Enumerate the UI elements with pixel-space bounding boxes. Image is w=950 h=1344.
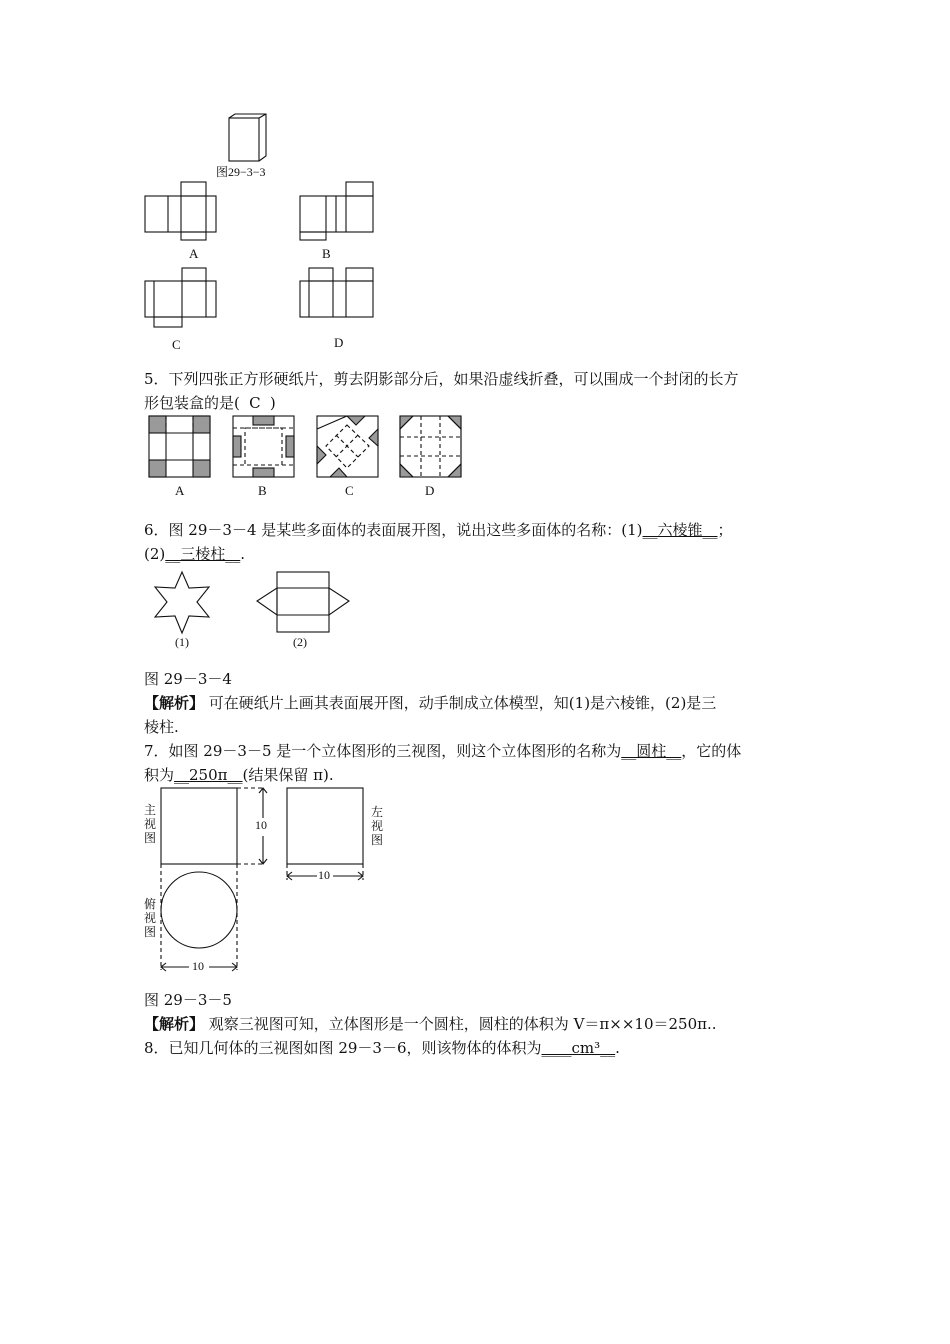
q5-label-b: B (258, 483, 267, 498)
option-label-c: C (172, 337, 181, 352)
option-label-a: A (189, 246, 199, 261)
net-option-b (299, 181, 379, 241)
figure-caption-29-3-3: 图29−3−3 (216, 165, 266, 179)
q5-label-c: C (345, 483, 354, 498)
q6-text-line2: (2)__三棱柱__. (144, 545, 246, 563)
q5-label-d: D (425, 483, 435, 498)
q6-analysis-line1: 【解析】 可在硬纸片上画其表面展开图，动手制成立体模型，知(1)是六棱锥，(2)是三 (144, 694, 717, 712)
q6-answer-2: __三棱柱__ (165, 545, 241, 563)
q8-text: 8．已知几何体的三视图如图 29－3－6，则该物体的体积为____cm³__. (144, 1039, 620, 1057)
figure-caption-29-3-4: 图 29－3－4 (144, 670, 232, 688)
dim-left-width-10: 10 (318, 868, 330, 882)
q5-answer: C (249, 394, 261, 412)
square-card-d (399, 415, 463, 479)
figure-caption-29-3-5: 图 29－3－5 (144, 991, 232, 1009)
square-card-b (232, 415, 296, 479)
q8-answer: ____cm³__ (541, 1039, 616, 1057)
fig-label-2: (2) (293, 635, 307, 649)
q7-answer-1: __圆柱__ (621, 742, 682, 760)
q6-answer-1: __六棱锥__ (642, 521, 718, 539)
net-option-c (144, 267, 224, 332)
front-view-rect (161, 788, 237, 864)
prism-net (255, 571, 351, 637)
q7-answer-2: __250π__ (174, 766, 243, 784)
square-card-a (148, 415, 212, 479)
q6-text-line1: 6．图 29－3－4 是某些多面体的表面展开图，说出这些多面体的名称：(1)__六棱锥__； (144, 521, 733, 539)
left-view-rect (287, 788, 363, 864)
box-figure (228, 113, 278, 163)
dim-top-width-10: 10 (192, 959, 204, 973)
three-view-drawing (155, 786, 395, 976)
net-option-a (144, 181, 224, 241)
dim-height-10: 10 (255, 818, 267, 832)
fig-label-1: (1) (175, 635, 189, 649)
q7-text-line2: 积为__250π__(结果保留 π). (144, 766, 334, 784)
q7-text-line1: 7．如图 29－3－5 是一个立体图形的三视图，则这个立体图形的名称为__圆柱__，它的体 (144, 742, 742, 760)
front-view-label: 主视图 (143, 803, 156, 845)
top-view-label: 俯视图 (143, 897, 156, 939)
q6-analysis-line2: 棱柱. (144, 718, 179, 736)
hexagram-net (151, 571, 215, 637)
q5-text-line1: 5．下列四张正方形硬纸片，剪去阴影部分后，如果沿虚线折叠，可以围成一个封闭的长方 (144, 370, 739, 388)
net-option-d (299, 267, 379, 322)
q5-label-a: A (175, 483, 185, 498)
top-view-circle (161, 872, 237, 948)
q5-text-line2: 形包装盒的是( C ) (144, 394, 276, 412)
option-label-b: B (322, 246, 331, 261)
square-card-c (316, 415, 380, 479)
left-view-label: 左视图 (370, 805, 383, 847)
option-label-d: D (334, 335, 344, 350)
q7-analysis: 【解析】 观察三视图可知，立体图形是一个圆柱，圆柱的体积为 V＝π××10＝250π.. (144, 1015, 717, 1033)
